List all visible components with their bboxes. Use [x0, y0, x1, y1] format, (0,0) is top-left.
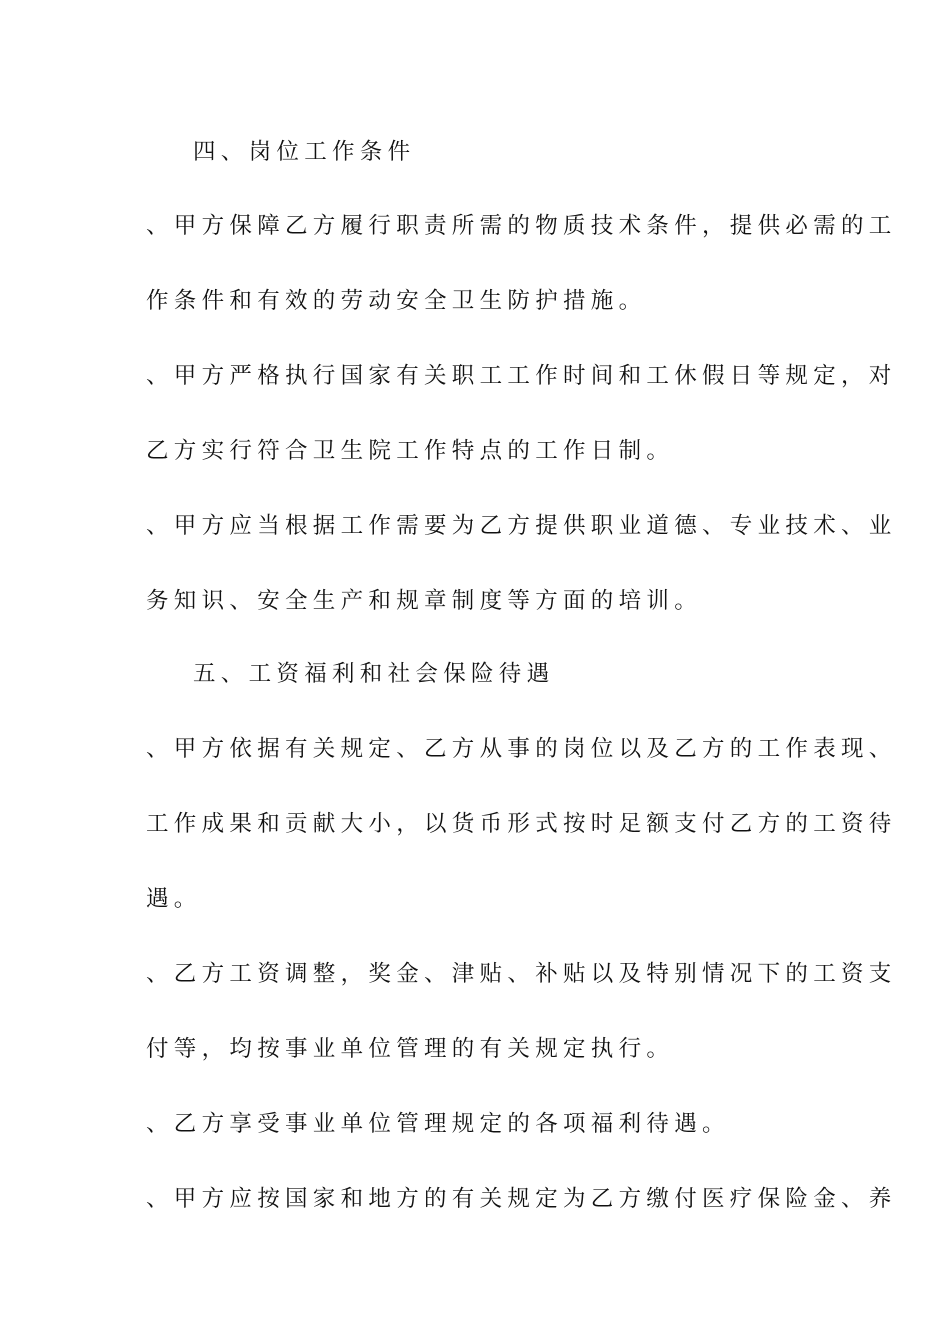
- paragraph-line: 、甲方保障乙方履行职责所需的物质技术条件，提供必需的工: [146, 213, 897, 239]
- section-heading-5: 五、工资福利和社会保险待遇: [193, 661, 555, 687]
- section-heading-4: 四、岗位工作条件: [193, 139, 416, 165]
- paragraph-line: 工作成果和贡献大小，以货币形式按时足额支付乙方的工资待: [146, 811, 897, 837]
- paragraph-line: 、甲方严格执行国家有关职工工作时间和工休假日等规定，对: [146, 363, 897, 389]
- paragraph-line: 、甲方应按国家和地方的有关规定为乙方缴付医疗保险金、养: [146, 1186, 897, 1212]
- paragraph-line: 、甲方应当根据工作需要为乙方提供职业道德、专业技术、业: [146, 513, 897, 539]
- paragraph-line: 、乙方享受事业单位管理规定的各项福利待遇。: [146, 1111, 730, 1137]
- paragraph-line: 遇。: [146, 886, 202, 912]
- paragraph-line: 乙方实行符合卫生院工作特点的工作日制。: [146, 438, 675, 464]
- paragraph-line: 作条件和有效的劳动安全卫生防护措施。: [146, 288, 647, 314]
- paragraph-line: 务知识、安全生产和规章制度等方面的培训。: [146, 588, 703, 614]
- paragraph-line: 、甲方依据有关规定、乙方从事的岗位以及乙方的工作表现、: [146, 736, 897, 762]
- paragraph-line: 、乙方工资调整，奖金、津贴、补贴以及特别情况下的工资支: [146, 961, 897, 987]
- paragraph-line: 付等，均按事业单位管理的有关规定执行。: [146, 1036, 675, 1062]
